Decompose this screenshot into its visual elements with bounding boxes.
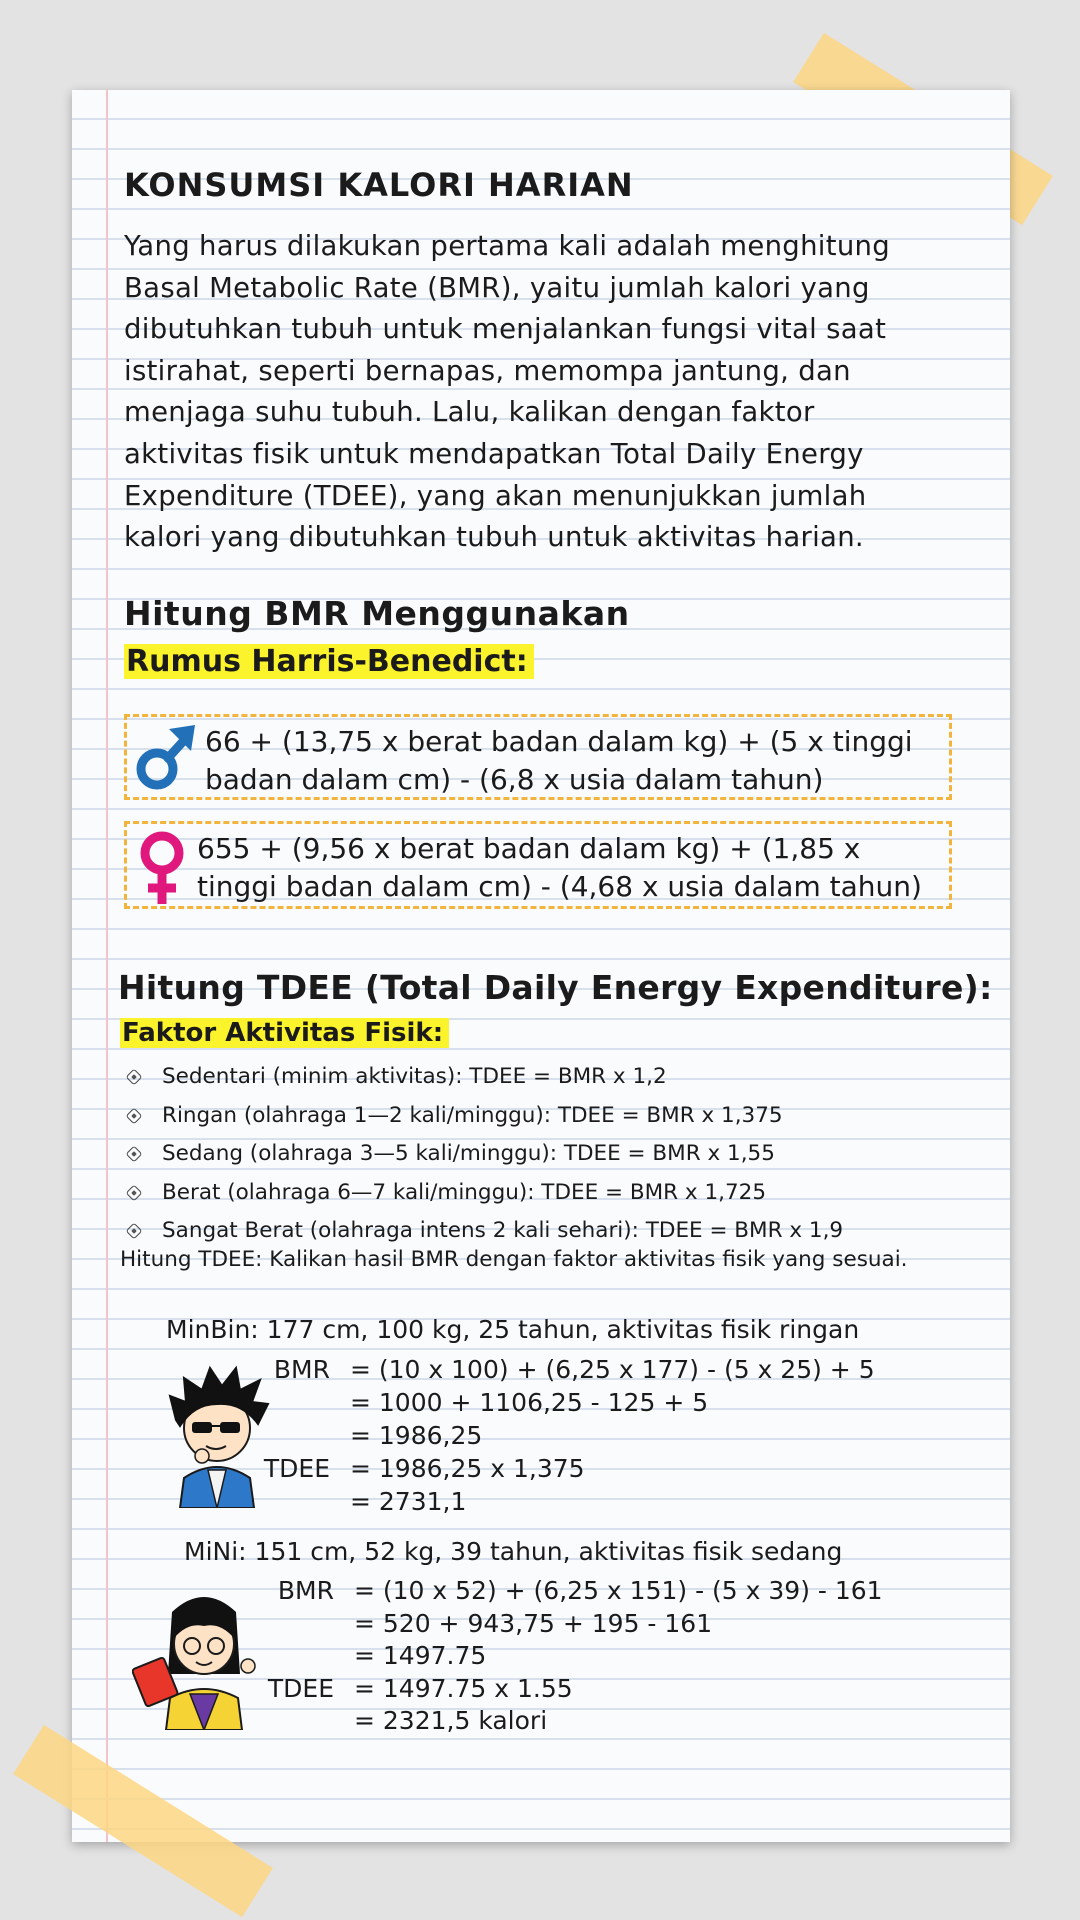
calc-equation: = (10 x 100) + (6,25 x 177) - (5 x 25) + 5 [350,1355,875,1384]
intro-paragraph [124,226,964,559]
calc-equation: = 2321,5 kalori [354,1706,548,1735]
calc-equation: = 520 + 943,75 + 195 - 161 [354,1608,713,1638]
calc-row [228,1608,883,1641]
calc-label: TDEE [263,1454,330,1483]
list-item [122,1058,843,1097]
intro-line: Yang harus dilakukan pertama kali adalah menghitung [124,230,891,262]
example-heading-minbin: MinBin: 177 cm, 100 kg, 25 tahun, aktivitas fisik ringan [166,1315,860,1344]
tdee-note: Hitung TDEE: Kalikan hasil BMR dengan faktor aktivitas fisik yang sesuai. [120,1247,908,1272]
female-formula-box [124,821,952,909]
highlighted-text: Faktor Aktivitas Fisik: [120,1018,449,1048]
bullet-icon [126,1146,143,1163]
calc-equation: = 1986,25 x 1,375 [350,1454,585,1483]
calc-equation: = 1986,25 [350,1421,483,1450]
intro-line: aktivitas fisik untuk mendapatkan Total Daily Energy [124,437,864,470]
tdee-heading: Hitung TDEE (Total Daily Energy Expenditure): [118,968,993,1007]
formula-line: badan dalam cm) - (6,8 x usia dalam tahun) [205,763,824,796]
calc-equation: = 1497.75 x 1.55 [354,1673,573,1703]
intro-line: Expenditure (TDEE), yang akan menunjukkan jumlah [124,479,867,512]
list-item [122,1212,843,1251]
bullet-icon [126,1184,143,1201]
tdee-subheading [120,1018,449,1048]
activity-factor-list [122,1058,843,1251]
intro-line: kalori yang dibutuhkan tubuh untuk aktivitas harian. [124,521,864,554]
male-formula-text [205,723,945,799]
factor-text: Ringan (olahraga 1—2 kali/minggu): TDEE = BMR x 1,375 [162,1102,783,1128]
formula-line: 655 + (9,56 x berat badan dalam kg) + (1,85 x [197,832,861,865]
female-symbol-icon [133,828,191,908]
calc-label: TDEE [267,1673,334,1703]
calc-equation: = 1497.75 [354,1641,487,1670]
calc-equation: = 1000 + 1106,25 - 125 + 5 [350,1388,709,1417]
page-title: KONSUMSI KALORI HARIAN [124,166,634,204]
calc-row [220,1485,875,1518]
formula-line: tinggi badan dalam cm) - (4,68 x usia dalam tahun) [197,870,922,903]
calc-equation: = 2731,1 [350,1487,467,1516]
male-symbol-icon [133,721,197,797]
notebook-page [72,90,1010,1842]
intro-line: Basal Metabolic Rate (BMR), yaitu jumlah kalori yang [124,271,870,304]
bmr-heading: Hitung BMR Menggunakan [124,594,630,633]
calc-label: BMR [277,1576,334,1605]
calc-equation: = (10 x 52) + (6,25 x 151) - (5 x 39) - 161 [354,1576,883,1605]
bullet-icon [126,1069,143,1086]
intro-line: menjaga suhu tubuh. Lalu, kalikan dengan faktor [124,396,815,429]
calc-label [220,1386,330,1419]
calc-label [228,1705,334,1738]
bmr-subheading [124,644,534,679]
calc-label [228,1608,334,1641]
list-item [122,1174,843,1213]
highlighted-text: Rumus Harris-Benedict: [124,644,534,679]
bullet-icon [126,1223,143,1240]
calc-row [228,1673,883,1706]
calc-row [220,1386,875,1419]
calc-row [220,1419,875,1452]
example-heading-mini: MiNi: 151 cm, 52 kg, 39 tahun, aktivitas fisik sedang [184,1537,843,1566]
mini-calculation [228,1575,883,1738]
calc-row [228,1705,883,1738]
margin-line [106,90,108,1842]
calc-row [220,1452,875,1485]
calc-label: BMR [273,1355,330,1384]
calc-label [220,1419,330,1452]
calc-row [220,1353,875,1386]
intro-line: istirahat, seperti bernapas, memompa jantung, dan [124,354,851,387]
factor-text: Sedang (olahraga 3—5 kali/minggu): TDEE = BMR x 1,55 [162,1141,775,1166]
calc-row [228,1575,883,1608]
factor-text: Sedentari (minim aktivitas): TDEE = BMR x 1,2 [162,1064,667,1089]
calc-label [228,1640,334,1673]
factor-text: Sangat Berat (olahraga intens 2 kali sehari): TDEE = BMR x 1,9 [162,1218,844,1243]
male-formula-box [124,714,952,800]
minbin-calculation [220,1353,875,1518]
calc-row [228,1640,883,1673]
factor-text: Berat (olahraga 6—7 kali/minggu): TDEE = BMR x 1,725 [162,1179,767,1205]
bullet-icon [126,1107,143,1124]
list-item [122,1135,843,1174]
formula-line: 66 + (13,75 x berat badan dalam kg) + (5 x tinggi [205,725,913,758]
calc-label [220,1485,330,1518]
intro-line: dibutuhkan tubuh untuk menjalankan fungsi vital saat [124,313,887,346]
female-formula-text [197,830,945,906]
list-item [122,1097,843,1136]
